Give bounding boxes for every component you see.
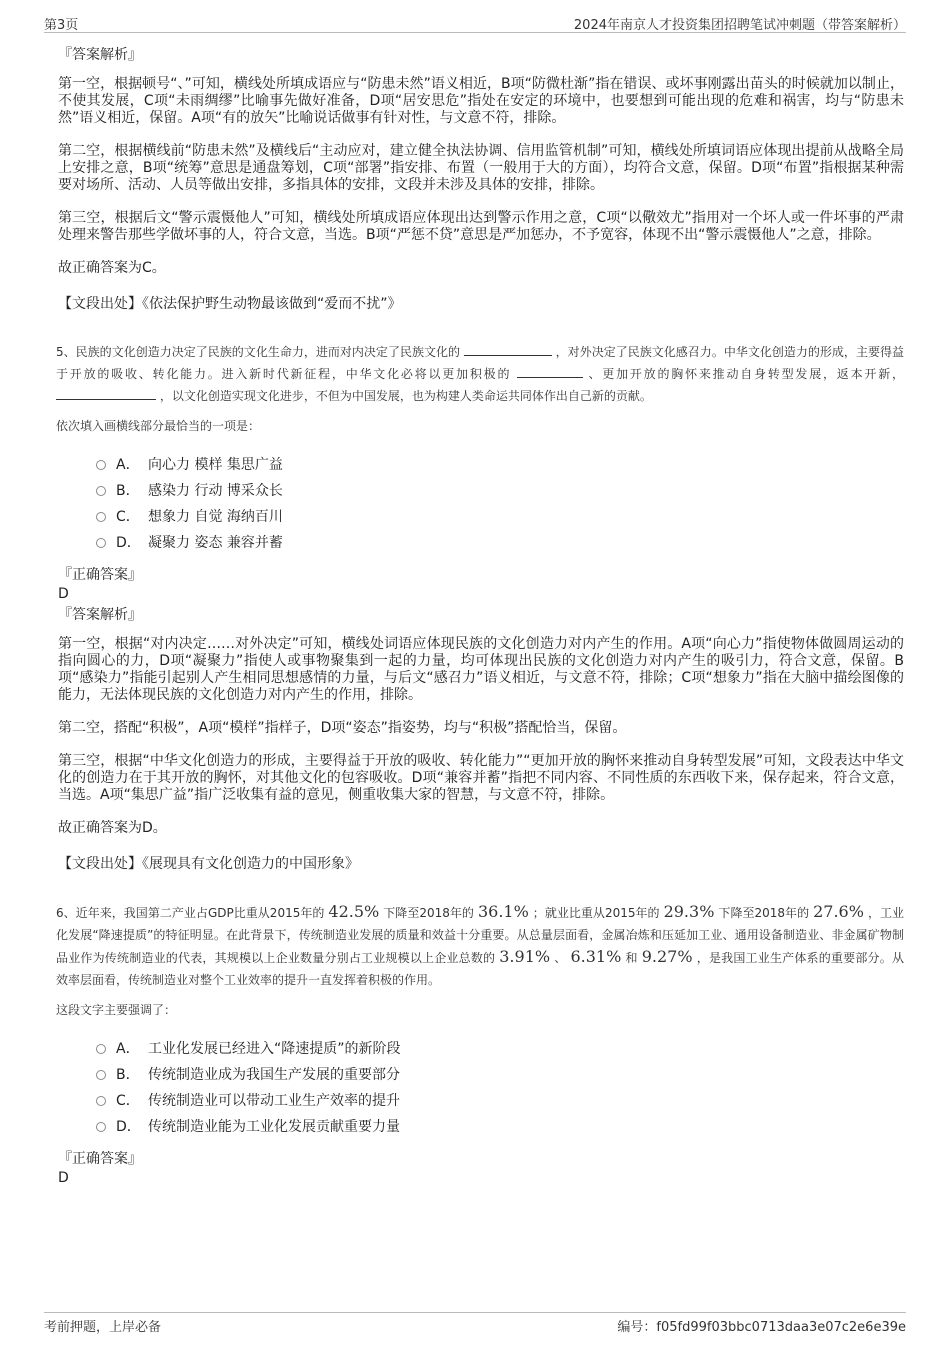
option-c[interactable]: C． 想象力 自觉 海纳百川 [96,504,904,530]
radio-circle-icon[interactable] [96,538,106,548]
question-stem: 6、近年来，我国第二产业占GDP比重从2015年的 42.5% 下降至2018年的 36.1% ；就业比重从2015年的 29.3% 下降至2018年的 27.6% ，工业化发展“降速提质”的特征明显。在此背景下，传统制造业发展的质量和效益十分重要。从总量层面看，金属冶炼和压延加工业、通用设备制造业、非金属矿物制品业作为传统制造业的代表，其规模以上企业数量分别占工业规模以上企业总数的 3.91% 、 6.31% 和 9.27% ，是我国工业生产体系的重要部分。从效率层面看，传统制造业对整个工业效率的提升一直发挥着积极的作用。 [56,902,905,987]
percent-value: 27.6% [813,902,864,921]
question-stem [56,341,904,407]
radio-circle-icon[interactable] [96,512,106,522]
stem-text: ，对外决定了民族文化感召力。中华文化创造力的形成，主要得益于开放的吸收、转化能力。进入新时代新征程，中华文化必将以更加积极的 [56,345,904,381]
option-list [96,1036,904,1140]
analysis-paragraph: 第一空，根据“对内决定……对外决定”可知，横线处词语应体现民族的文化创造力对内产生的作用。A项“向心力”指使物体做圆周运动的指向圆心的力，D项“凝聚力”指使人或事物聚集到一起的力量，均可体现出民族的文化创造力对内产生的吸引力，符合文意，保留。B项“感染力”指能引起别人产生相同思想感情的力量，与后文“感召力”语义相近，与文意不符，排除；C项“想象力”指在大脑中描绘图像的能力，无法体现民族的文化创造力对内产生的作用，排除。 [58,636,904,703]
analysis-paragraph: 第三空，根据后文“警示震慑他人”可知，横线处所填成语应体现出达到警示作用之意，C项“以儆效尤”指用对一个坏人或一件坏事的严肃处理来警告那些学做坏事的人，符合文意，当选。B项“严惩不贷”意思是严加惩办，不予宽容，体现不出“警示震慑他人”之意，排除。 [58,210,904,243]
footer-slogan: 考前押题，上岸必备 [44,1320,162,1335]
radio-circle-icon[interactable] [96,1096,106,1106]
page-number: 第3页 [44,18,79,33]
analysis-label: 『答案解析』 [58,47,142,63]
blank-line [464,343,552,356]
answer-label: 『正确答案』 [58,1151,142,1167]
document-id: 编号：f05fd99f03bbc0713daa3e07c2e6e39e [617,1320,906,1335]
radio-circle-icon[interactable] [96,1070,106,1080]
percent-value: 3.91% [499,947,551,966]
page-footer [44,1312,906,1335]
analysis-paragraph: 第二空，根据横线前“防患未然”及横线后“主动应对，建立健全执法协调、信用监管机制”可知，横线处所填词语应体现出提前从战略全局上安排之意，B项“统筹”意思是通盘筹划，C项“部署”指安排、布置（一般用于大的方面），均符合文意，保留。D项“布置”指根据某种需要对场所、活动、人员等做出安排，多指具体的安排，文段并未涉及具体的安排，排除。 [58,143,904,193]
option-list [96,452,904,556]
percent-value: 42.5% [328,902,380,921]
analysis-paragraph: 第二空，搭配“积极”，A项“模样”指样子，D项“姿态”指姿势，均与“积极”搭配恰当，保留。 [58,720,627,736]
option-d[interactable]: D． 传统制造业能为工业化发展贡献重要力量 [96,1114,904,1140]
radio-circle-icon[interactable] [96,1044,106,1054]
question-prompt: 这段文字主要强调了： [56,1003,177,1017]
answer-label: 『正确答案』 [58,567,142,583]
radio-circle-icon[interactable] [96,1122,106,1132]
document-body [56,44,904,1188]
percent-value: 6.31% [570,947,622,966]
passage-source: 【文段出处】《展现具有文化创造力的中国形象》 [58,856,359,872]
blank-line [517,365,583,378]
percent-value: 9.27% [641,947,693,966]
correct-answer: D [58,586,69,602]
option-a[interactable]: A． 向心力 模样 集思广益 [96,452,904,478]
percent-value: 36.1% [477,902,529,921]
passage-source: 【文段出处】《依法保护野生动物最该做到“爱而不扰”》 [58,296,402,312]
stem-text: 5、民族的文化创造力决定了民族的文化生命力，进而对内决定了民族文化的 [56,345,461,359]
analysis-label: 『答案解析』 [58,607,142,623]
option-b[interactable]: B． 感染力 行动 博采众长 [96,478,904,504]
radio-circle-icon[interactable] [96,486,106,496]
analysis-paragraph: 第一空，根据顿号“、”可知，横线处所填成语应与“防患未然”语义相近，B项“防微杜渐”指在错误、或坏事刚露出苗头的时候就加以制止，不使其发展，C项“未雨绸缪”比喻事先做好准备，D项“居安思危”指处在安定的环境中，也要想到可能出现的危难和祸害，均与“防患未然”语义相近，保留。A项“有的放矢”比喻说话做事有针对性，与文意不符，排除。 [58,76,904,126]
analysis-conclusion: 故正确答案为D。 [58,820,167,836]
analysis-conclusion: 故正确答案为C。 [58,260,166,276]
correct-answer: D [58,1170,69,1186]
document-title: 2024年南京人才投资集团招聘笔试冲刺题（带答案解析） [573,18,906,33]
option-a[interactable]: A． 工业化发展已经进入“降速提质”的新阶段 [96,1036,904,1062]
page-header [44,12,906,33]
blank-line [56,387,156,400]
option-b[interactable]: B． 传统制造业成为我国生产发展的重要部分 [96,1062,904,1088]
analysis-paragraph: 第三空，根据“中华文化创造力的形成，主要得益于开放的吸收、转化能力”“更加开放的胸怀来推动自身转型发展”可知，文段表达中华文化的创造力在于其开放的胸怀，对其他文化的包容吸收。D项“兼容并蓄”指把不同内容、不同性质的东西收下来，保存起来，符合文意，当选。A项“集思广益”指广泛收集有益的意见，侧重收集大家的智慧，与文意不符，排除。 [58,753,904,803]
radio-circle-icon[interactable] [96,460,106,470]
stem-text: ，以文化创造实现文化进步，不但为中国发展，也为构建人类命运共同体作出自己新的贡献。 [159,389,652,403]
percent-value: 29.3% [663,902,715,921]
option-d[interactable]: D． 凝聚力 姿态 兼容并蓄 [96,530,904,556]
question-prompt: 依次填入画横线部分最恰当的一项是： [56,419,261,433]
option-c[interactable]: C． 传统制造业可以带动工业生产效率的提升 [96,1088,904,1114]
stem-text: 、更加开放的胸怀来推动自身转型发展，返本开新， [588,367,904,381]
